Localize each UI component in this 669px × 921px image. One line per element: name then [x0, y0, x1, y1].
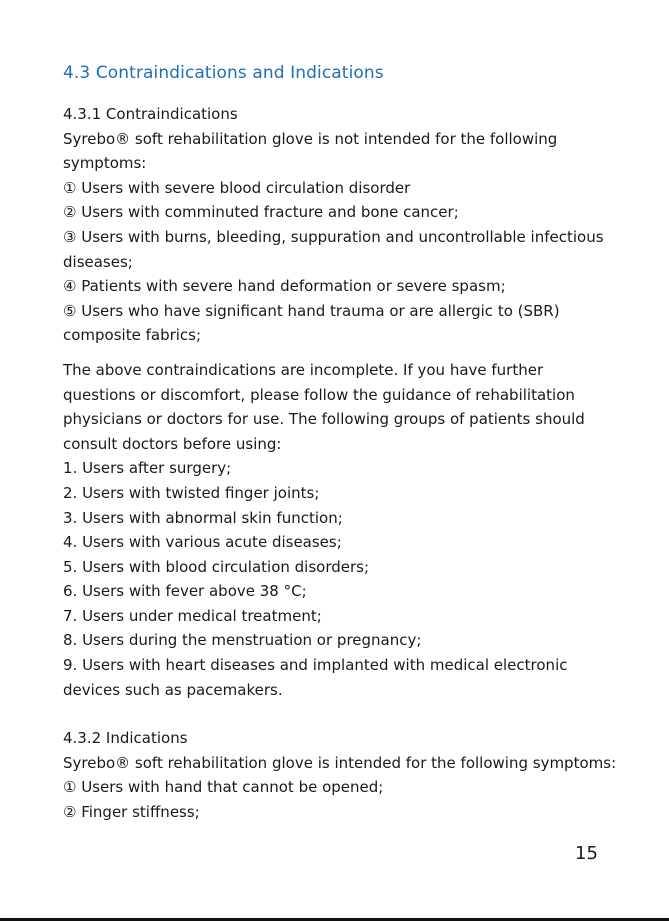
section-spacer: [63, 702, 603, 726]
indications-heading: 4.3.2 Indications: [63, 729, 188, 748]
contraindication-item: ② Users with comminuted fracture and bone cancer;: [63, 203, 459, 222]
consult-group-item: 5. Users with blood circulation disorders;: [63, 557, 370, 576]
consult-group-item: 8. Users during the menstruation or pregnancy;: [63, 631, 422, 650]
indication-item: ① Users with hand that cannot be opened;: [63, 778, 384, 797]
indications-intro-line: Syrebo® soft rehabilitation glove is intended for the following symptoms:: [63, 753, 617, 772]
page-body: [63, 102, 617, 825]
page-number: 15: [575, 843, 598, 864]
paragraph-spacer: [63, 348, 603, 358]
contraindication-item: ④ Patients with severe hand deformation or severe spasm;: [63, 277, 506, 296]
consult-group-item: 6. Users with fever above 38 °C;: [63, 582, 307, 601]
indication-item: ② Finger stiffness;: [63, 803, 200, 822]
contraindications-intro-line: symptoms:: [63, 154, 147, 173]
contraindications-intro-line: Syrebo® soft rehabilitation glove is not intended for the following: [63, 129, 558, 148]
consult-group-item: 9. Users with heart diseases and implanted with medical electronic: [63, 656, 568, 675]
consult-group-item: 2. Users with twisted finger joints;: [63, 483, 320, 502]
contraindication-note-line: consult doctors before using:: [63, 434, 282, 453]
contraindication-note-line: physicians or doctors for use. The following groups of patients should: [63, 410, 585, 429]
consult-group-item: devices such as pacemakers.: [63, 680, 283, 699]
contraindication-item: composite fabrics;: [63, 326, 202, 345]
consult-group-item: 4. Users with various acute diseases;: [63, 533, 342, 552]
contraindication-item: ⑤ Users who have significant hand trauma or are allergic to (SBR): [63, 301, 560, 320]
contraindications-heading: 4.3.1 Contraindications: [63, 105, 238, 123]
consult-group-item: 3. Users with abnormal skin function;: [63, 508, 343, 527]
contraindication-item: diseases;: [63, 252, 133, 271]
consult-group-item: 1. Users after surgery;: [63, 459, 232, 478]
section-title: 4.3 Contraindications and Indications: [63, 63, 384, 83]
contraindication-note-line: The above contraindications are incomplete. If you have further: [63, 360, 544, 379]
contraindication-item: ① Users with severe blood circulation disorder: [63, 178, 411, 197]
consult-group-item: 7. Users under medical treatment;: [63, 606, 322, 625]
contraindication-note-line: questions or discomfort, please follow the guidance of rehabilitation: [63, 385, 575, 404]
contraindication-item: ③ Users with burns, bleeding, suppuration and uncontrollable infectious: [63, 227, 604, 246]
